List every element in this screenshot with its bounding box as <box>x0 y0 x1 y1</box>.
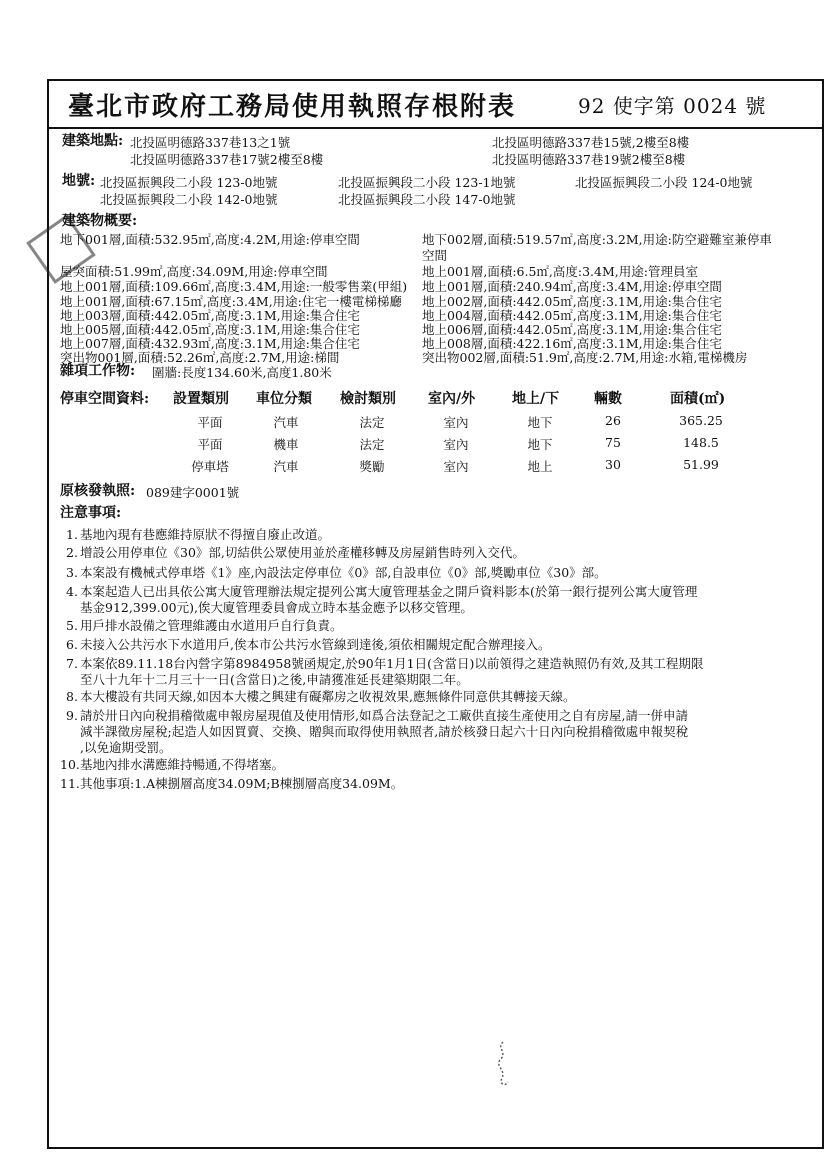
parking-header: 室內/外 <box>428 391 476 407</box>
note-text: 基地內排水溝應維持暢通,不得堵塞。 <box>80 757 284 772</box>
note-text: ,以免逾期受罰。 <box>80 740 172 755</box>
overview-right-line: 地上002層,面積:442.05㎡,高度:3.1M,用途:集合住宅 <box>422 294 722 309</box>
parking-cell: 地上 <box>527 459 553 474</box>
misc-label: 雜項工作物: <box>60 363 136 379</box>
parking-header: 面積(㎡) <box>670 391 726 407</box>
original-value: 089建字0001號 <box>146 485 240 500</box>
lot-line: 北投區振興段二小段 142-0地號 <box>100 192 278 207</box>
parking-cell: 停車塔 <box>191 459 229 474</box>
parking-cell: 法定 <box>359 415 385 430</box>
note-text: 用戶排水設備之管理維護由水道用戶自行負責。 <box>80 618 343 633</box>
parking-cell: 26 <box>605 413 621 428</box>
lot-line: 北投區振興段二小段 147-0地號 <box>338 192 516 207</box>
parking-header: 輛數 <box>594 391 622 407</box>
parking-header: 車位分類 <box>256 391 312 407</box>
address-line: 北投區明德路337巷15號,2樓至8樓 <box>492 135 690 150</box>
overview-right-line: 突出物002層,面積:51.9㎡,高度:2.7M,用途:水箱,電梯機房 <box>422 350 748 365</box>
parking-label: 停車空間資料: <box>60 391 150 407</box>
parking-cell: 汽車 <box>273 415 299 430</box>
overview-right-line: 地上001層,面積:240.94㎡,高度:3.4M,用途:停車空間 <box>422 279 722 294</box>
parking-cell: 平面 <box>197 415 223 430</box>
parking-cell: 室內 <box>443 415 469 430</box>
parking-cell: 148.5 <box>683 435 719 450</box>
misc-value: 圍牆:長度134.60米,高度1.80米 <box>152 365 332 380</box>
note-number: 10. <box>60 757 80 772</box>
overview-right-line: 地上006層,面積:442.05㎡,高度:3.1M,用途:集合住宅 <box>422 322 722 337</box>
note-text: 本案起造人已出具依公寓大廈管理辦法規定提列公寓大廈管理基金之開戶資料影本(於第一銀行提列公寓大廈管理 <box>80 584 698 599</box>
note-text: 本大樓設有共同天線,如因本大樓之興建有礙鄰房之收視效果,應無條件同意供其轉接天線。 <box>80 689 576 704</box>
note-number: 3. <box>66 565 78 580</box>
note-text: 本案依89.11.18台內營字第8984958號函規定,於90年1月1日(含當日)以前領得之建造執照仍有效,及其工程期限 <box>80 656 704 671</box>
address-label: 建築地點: <box>62 133 124 149</box>
overview-right-line: 空間 <box>422 248 448 263</box>
note-number: 11. <box>60 776 80 791</box>
parking-cell: 平面 <box>197 437 223 452</box>
overview-right-line: 地下002層,面積:519.57㎡,高度:3.2M,用途:防空避難室兼停車 <box>422 232 772 247</box>
note-number: 6. <box>66 637 78 652</box>
note-number: 8. <box>66 689 78 704</box>
notes-label: 注意事項: <box>60 505 122 521</box>
document-title: 臺北市政府工務局使用執照存根附表 <box>68 92 517 122</box>
note-number: 2. <box>66 545 78 560</box>
overview-left-line: 地上001層,面積:109.66㎡,高度:3.4M,用途:一般零售業(甲組) <box>60 279 408 294</box>
original-label: 原核發執照: <box>60 483 136 499</box>
note-number: 9. <box>66 708 78 723</box>
note-text: 基金912,399.00元),俟大廈管理委員會成立時本基金應予以移交管理。 <box>80 600 473 615</box>
parking-cell: 51.99 <box>683 457 719 472</box>
parking-header: 設置類別 <box>173 391 229 407</box>
parking-cell: 75 <box>605 435 621 450</box>
note-number: 7. <box>66 656 78 671</box>
overview-left-line: 地下001層,面積:532.95㎡,高度:4.2M,用途:停車空間 <box>60 232 360 247</box>
lot-line: 北投區振興段二小段 123-0地號 <box>100 175 278 190</box>
address-line: 北投區明德路337巷13之1號 <box>130 135 291 150</box>
overview-label: 建築物概要: <box>62 213 138 229</box>
note-text: 請於卅日內向稅捐稽徵處申報房屋現值及使用情形,如爲合法登記之工廠供直接生產使用之自有房屋,請一併申請 <box>80 708 688 723</box>
document-number: 92 使字第 0024 號 <box>578 94 767 118</box>
lot-label: 地號: <box>62 173 96 189</box>
overview-left-line: 屋突面積:51.99㎡,高度:34.09M,用途:停車空間 <box>60 264 328 279</box>
note-text: 本案設有機械式停車塔《1》座,內設法定停車位《0》部,自設車位《0》部,獎勵車位《30》部。 <box>80 565 607 580</box>
parking-cell: 室內 <box>443 459 469 474</box>
parking-cell: 室內 <box>443 437 469 452</box>
scan-mark <box>492 1040 514 1090</box>
note-text: 其他事項:1.A棟捌層高度34.09M;B棟捌層高度34.09M。 <box>80 776 404 791</box>
address-line: 北投區明德路337巷19號2樓至8樓 <box>492 152 686 167</box>
overview-right-line: 地上008層,面積:422.16㎡,高度:3.1M,用途:集合住宅 <box>422 336 722 351</box>
overview-left-line: 地上003層,面積:442.05㎡,高度:3.1M,用途:集合住宅 <box>60 308 360 323</box>
address-line: 北投區明德路337巷17號2樓至8樓 <box>130 152 324 167</box>
note-number: 4. <box>66 584 78 599</box>
overview-left-line: 地上007層,面積:432.93㎡,高度:3.1M,用途:集合住宅 <box>60 336 360 351</box>
overview-left-line: 突出物001層,面積:52.26㎡,高度:2.7M,用途:梯間 <box>60 350 340 365</box>
overview-left-line: 地上001層,面積:67.15㎡,高度:3.4M,用途:住宅一樓電梯梯廳 <box>60 294 402 309</box>
parking-cell: 汽車 <box>273 459 299 474</box>
overview-right-line: 地上004層,面積:442.05㎡,高度:3.1M,用途:集合住宅 <box>422 308 722 323</box>
note-number: 1. <box>66 527 78 542</box>
overview-left-line: 地上005層,面積:442.05㎡,高度:3.1M,用途:集合住宅 <box>60 322 360 337</box>
parking-cell: 30 <box>605 457 621 472</box>
parking-cell: 365.25 <box>679 413 723 428</box>
lot-line: 北投區振興段二小段 124-0地號 <box>575 175 753 190</box>
parking-header: 檢討類別 <box>340 391 396 407</box>
note-text: 至八十九年十二月三十一日(含當日)之後,申請獲准延長建築期限二年。 <box>80 672 469 687</box>
parking-header: 地上/下 <box>512 391 560 407</box>
parking-cell: 地下 <box>527 437 553 452</box>
lot-line: 北投區振興段二小段 123-1地號 <box>338 175 516 190</box>
overview-right-line: 地上001層,面積:6.5㎡,高度:3.4M,用途:管理員室 <box>422 264 698 279</box>
note-number: 5. <box>66 618 78 633</box>
note-text: 未接入公共污水下水道用戶,俟本市公共污水管線到達後,須依相關規定配合辦理接入。 <box>80 637 551 652</box>
note-text: 減半課徵房屋稅;起造人如因買賣、交換、贈與而取得使用執照者,請於核發日起六十日內向稅捐稽徵處申報契稅 <box>80 724 689 739</box>
parking-cell: 法定 <box>359 437 385 452</box>
note-text: 基地內現有巷應維持原狀不得擅自廢止改道。 <box>80 527 331 542</box>
parking-cell: 機車 <box>273 437 299 452</box>
parking-cell: 地下 <box>527 415 553 430</box>
note-text: 增設公用停車位《30》部,切結供公眾使用並於產權移轉及房屋銷售時列入交代。 <box>80 545 525 560</box>
parking-cell: 獎勵 <box>359 459 385 474</box>
